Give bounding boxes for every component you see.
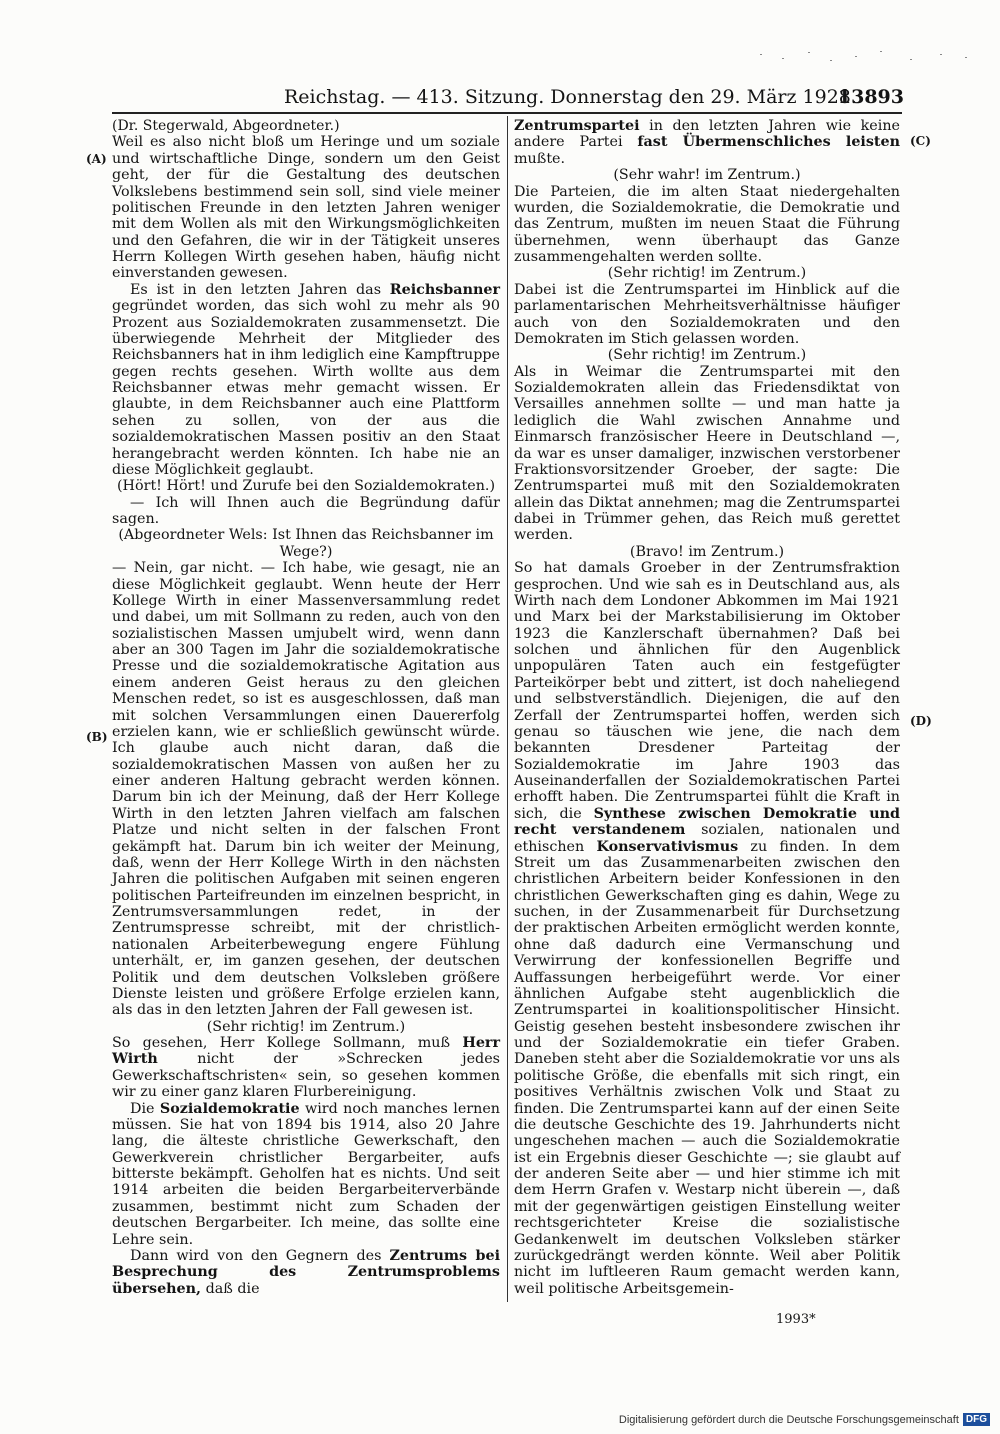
paragraph: Als in Weimar die Zentrumspartei mit den Sozialdemokraten allein das Friedensdiktat von Versailles annehmen sollte — und man hatte ja lediglich die Wahl zwischen Annahme und Einmarsch französischer Heere in Deutschland —, da war es unser damaliger, inzwischen verstorbener Fraktionsvorsitzender Groeber, der sagte: Die Zentrumspartei muß mit den Sozialdemokraten allein das Diktat annehmen; mag die Zentrumspartei dabei in Trümmer gehen, das Reich muß gerettet werden. xyxy=(514,363,900,544)
paragraph: So gesehen, Herr Kollege Sollmann, muß Herr Wirth nicht der »Schrecken jedes Gewerkschaftschristen« sein, so gesehen kommen wir zu einer ganz klaren Flurbereinigung. xyxy=(112,1035,500,1101)
scan-specks xyxy=(760,48,980,68)
paragraph: Weil es also nicht bloß um Heringe und um soziale und wirtschaftliche Dinge, sondern um den Geist geht, der für die Gestaltung des deutschen Volkslebens bestimmend sein soll, sind viele meiner politischen Freunde in den letzten Jahren weniger mit dem Wollen als mit den Wirkungsmöglichkeiten und den Gefahren, die wir in der Tätigkeit unseres Herrn Kollegen Wirth gesehen haben, häufig nicht einverstanden gewesen. xyxy=(112,134,500,282)
footer xyxy=(619,1413,990,1426)
paragraph: Die Sozialdemokratie wird noch manches lernen müssen. Sie hat von 1894 bis 1914, also 20 Jahre lang, die älteste christliche Gewerkschaft, den Gewerkverein christlicher Bergarbeiter, aufs bitterste bekämpft. Geholfen hat es nichts. Und seit 1914 arbeiten die beiden Bergarbeiterverbände zusammen, bestimmt nicht zum Schaden der deutschen Bergarbeiter. Ich meine, das sollte eine Lehre sein. xyxy=(112,1100,501,1248)
footer-text: Digitalisierung gefördert durch die Deutsche Forschungsgemeinschaft xyxy=(618,1413,959,1426)
interjection: (Sehr wahr! im Zentrum.) xyxy=(613,167,801,184)
margin-marker-b: (B) xyxy=(86,730,108,744)
paragraph: Die Parteien, die im alten Staat niedergehalten wurden, die Sozialdemokratie, die Demokratie und das Zentrum, mußten im neuen Staat die Führung übernehmen, wenn überhaupt das Ganze zusammengehalten werden sollte. xyxy=(514,183,900,265)
interjection: (Sehr richtig! im Zentrum.) xyxy=(206,1018,406,1035)
margin-marker-a: (A) xyxy=(86,152,107,166)
header-rule xyxy=(112,112,902,114)
paragraph: Dabei ist die Zentrumspartei im Hinblick auf die parlamentarischen Mehrheitsverhältnisse häufiger auch von den Sozialdemokraten und den Demokraten im Stich gelassen worden. xyxy=(514,281,900,347)
sheet-signature: 1993* xyxy=(776,1312,816,1327)
page-number: 13893 xyxy=(837,86,904,108)
paragraph: Dann wird von den Gegnern des Zentrums bei Besprechung des Zentrumsproblems übersehen, daß die xyxy=(112,1247,501,1297)
interjection: (Hört! Hört! und Zurufe bei den Sozialdemokraten.) xyxy=(116,478,496,495)
page-header xyxy=(284,86,904,112)
interjection: (Abgeordneter Wels: Ist Ihnen das Reichsbanner im Wege?) xyxy=(118,527,494,560)
dfg-logo: DFG xyxy=(963,1413,990,1426)
paragraph: — Nein, gar nicht. — Ich habe, wie gesagt, nie an diese Möglichkeit geglaubt. Wenn heute der Herr Kollege Wirth in einer Massenversammlung redet und dabei, um mit Sollmann zu reden, auch von den sozialistischen Massen umjubelt wird, wenn dann aber an 300 Tagen im Jahr die sozialdemokratische Presse und die sozialdemokratische Agitation aus einem anderen Geist heraus zu den gleichen Menschen redet, so ist es ausgeschlossen, daß man mit solchen Versammlungen einen Dauererfolg erzielen kann, wie er schließlich gewünscht würde. Ich glaube auch nicht daran, daß die sozialdemokratischen Massen von außen her zu einer anderen Haltung gebracht werden können. Darum bin ich der Meinung, daß der Herr Kollege Wirth in den letzten Jahren vielfach am falschen Platze und nicht selten in der falschen Front gekämpft hat. Darum bin ich weiter der Meinung, daß, wenn der Herr Kollege Wirth in den nächsten Jahren die politischen Aufgaben mit seinen engeren politischen Parteifreunden im einzelnen bespricht, in Zentrumsversammlungen redet, in der Zentrumspresse schreibt, mit der christlich-nationalen Arbeiterbewegung engere Fühlung unterhält, er, im ganzen gesehen, der deutschen Politik und dem deutschen Volksleben größere Dienste leisten und größere Erfolge erzielen kann, als das in den letzten Jahren der Fall gewesen ist. xyxy=(112,560,500,1019)
right-column xyxy=(514,118,900,1297)
paragraph: — Ich will Ihnen auch die Begründung dafür sagen. xyxy=(112,494,500,527)
interjection: (Bravo! im Zentrum.) xyxy=(629,543,785,560)
column-divider xyxy=(507,116,508,1302)
interjection: (Sehr richtig! im Zentrum.) xyxy=(607,265,807,282)
header-title: Reichstag. — 413. Sitzung. Donnerstag den 29. März 1928. xyxy=(284,86,857,108)
margin-marker-d: (D) xyxy=(910,714,932,728)
paragraph: Es ist in den letzten Jahren das Reichsbanner gegründet worden, das sich wohl zu mehr als 90 Prozent aus Sozialdemokraten zusammensetzt. Die überwiegende Mehrheit der Mitglieder des Reichsbanners hat in ihm lediglich eine Kampftruppe gegen rechts gesehen. Wirth wollte aus dem Reichsbanner etwas mehr gemacht wissen. Er glaubte, in dem Reichsbanner auch eine Plattform sehen zu sollen, von der aus die sozialdemokratischen Massen positiv an den Staat herangebracht werden könnten. Ich habe nie an diese Möglichkeit geglaubt. xyxy=(112,281,500,478)
margin-marker-c: (C) xyxy=(910,134,931,148)
paragraph: Zentrumspartei in den letzten Jahren wie keine andere Partei fast Übermenschliches leisten mußte. xyxy=(514,118,901,167)
interjection: (Sehr richtig! im Zentrum.) xyxy=(607,347,807,364)
left-column xyxy=(112,118,500,1297)
speaker-label: (Dr. Stegerwald, Abgeordneter.) xyxy=(112,118,340,134)
paragraph: So hat damals Groeber in der Zentrumsfraktion gesprochen. Und wie sah es in Deutschland aus, als Wirth nach dem Londoner Abkommen im Mai 1921 und Marx bei der Markstabilisierung im Oktober 1923 die Kanzlerschaft übernahmen? Daß bei solchen und ähnlichen für den Augenblick unpopulären Taten auch ein festgefügter Parteikörper bebt und zittert, ist doch naheliegend und selbstverständlich. Diejenigen, die auf den Zerfall der Zentrumspartei hoffen, werden sich genau so täuschen wie jene, die nach dem bekannten Dresdener Parteitag der Sozialdemokratie im Jahre 1903 das Auseinanderfallen der Sozialdemokratischen Partei erhofft haben. Die Zentrumspartei fühlt die Kraft in sich, die Synthese zwischen Demokratie und recht verstandenem sozialen, nationalen und ethischen Konservativismus zu finden. In dem Streit um das Zusammenarbeiten zwischen den christlichen Arbeitern beider Konfessionen in den christlichen Gewerkschaften ging es dahin, Wege zu suchen, in der Zusammenarbeit für Durchsetzung der praktischen Arbeiten ermöglicht werden konnte, ohne daß dadurch eine Vermanschung und Verwirrung der konfessionellen Begriffe und Auffassungen herbeigeführt werde. Vor einer ähnlichen Aufgabe steht augenblicklich die Zentrumspartei in koalitionspolitischer Hinsicht. Geistig gesehen besteht insbesondere zwischen ihr und der Sozialdemokratie ein tiefer Graben. Daneben steht aber die Sozialdemokratie vor uns als politische Größe, die ebenfalls mit sich ringt, ein positives Verhältnis zwischen Volk und Staat zu finden. Die Zentrumspartei kann auf der einen Seite die deutsche Geschichte des 19. Jahrhunderts nicht ungeschehen machen — auch die Sozialdemokratie ist ein Ergebnis dieser Geschichte —; sie glaubt auf der anderen Seite aber — und hier stimme ich mit dem Herrn Grafen v. Westarp nicht überein —, daß mit der gegenwärtigen geistigen Einstellung weiter rechtsgerichteter Kreise die sozialistische Gedankenwelt im deutschen Volksleben stärker zurückgedrängt werden könnte. Weil aber Politik nicht im luftleeren Raum gemacht werden kann, weil politische Arbeitsgemein- xyxy=(514,560,901,1297)
